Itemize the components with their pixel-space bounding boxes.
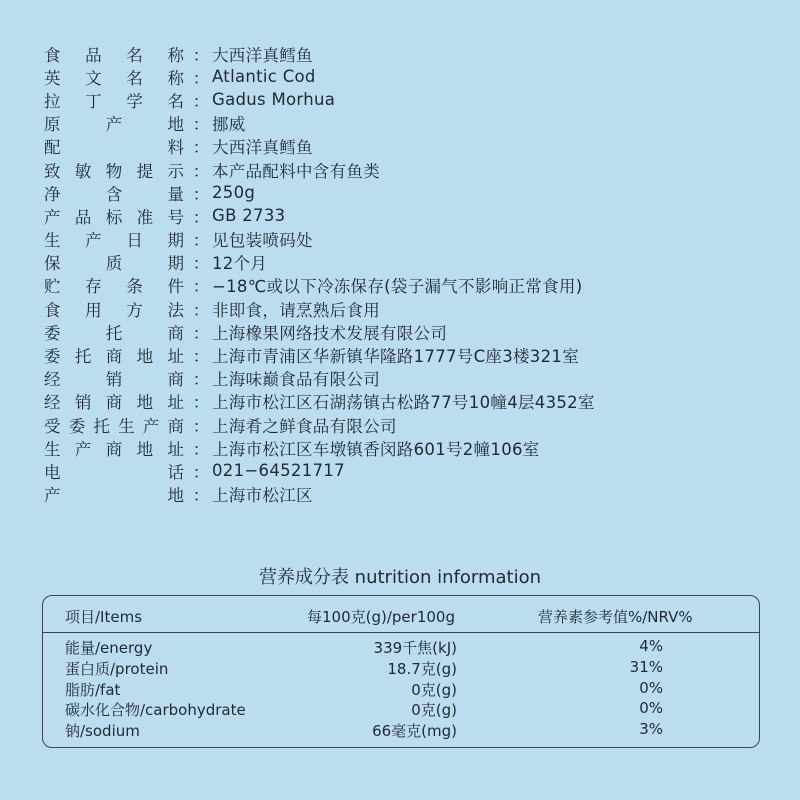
- info-label: 产 品 标 准 号: [44, 207, 184, 227]
- info-label: 食 用 方 法: [44, 300, 184, 320]
- info-label: 配 料: [44, 138, 184, 158]
- info-row: [44, 459, 595, 482]
- info-colon: ：: [192, 115, 210, 135]
- info-row: [44, 228, 595, 251]
- info-colon: ：: [192, 439, 210, 459]
- info-row: [44, 413, 595, 436]
- info-row: [44, 65, 595, 88]
- info-value: Atlantic Cod: [212, 67, 316, 87]
- info-value: 本产品配料中含有鱼类: [212, 161, 380, 181]
- info-colon: ：: [192, 254, 210, 274]
- info-row: [44, 320, 595, 343]
- info-row: [44, 367, 595, 390]
- info-colon: ：: [192, 68, 210, 88]
- header-nrv: 营养素参考值%/NRV%: [538, 608, 693, 626]
- nutrition-rows: [43, 637, 759, 741]
- nutrition-title: 营养成分表 nutrition information: [258, 567, 542, 588]
- info-row: [44, 204, 595, 227]
- nutrition-row: [43, 699, 759, 720]
- info-row: [44, 343, 595, 366]
- header-divider: [43, 632, 759, 633]
- info-colon: ：: [192, 184, 210, 204]
- info-row: [44, 42, 595, 65]
- info-colon: ：: [192, 45, 210, 65]
- info-row: [44, 112, 595, 135]
- nutrition-per100g: 66毫克(mg): [372, 722, 457, 741]
- info-colon: ：: [192, 231, 210, 251]
- info-colon: ：: [192, 138, 210, 158]
- info-value: Gadus Morhua: [212, 90, 336, 110]
- info-label: 英 文 名 称: [44, 68, 184, 88]
- info-value: 上海橡果网络技术发展有限公司: [212, 323, 448, 343]
- info-value: GB 2733: [212, 206, 286, 226]
- info-label: 贮 存 条 件: [44, 277, 184, 297]
- nutrition-nrv: 4%: [639, 637, 663, 655]
- nutrition-row: [43, 720, 759, 741]
- info-colon: ：: [192, 462, 210, 482]
- info-row: [44, 251, 595, 274]
- nutrition-row: [43, 637, 759, 658]
- info-label: 委 托 商: [44, 323, 184, 343]
- info-label: 致 敏 物 提 示: [44, 161, 184, 181]
- info-value: 大西洋真鳕鱼: [212, 138, 313, 158]
- nutrition-nrv: 0%: [639, 699, 663, 718]
- info-row: [44, 436, 595, 459]
- nutrition-nrv: 31%: [629, 657, 663, 676]
- info-label: 经 销 商 地 址: [44, 393, 184, 413]
- nutrition-per100g: 18.7克(g): [387, 659, 457, 678]
- info-value: 上海肴之鲜食品有限公司: [212, 416, 397, 436]
- info-colon: ：: [192, 347, 210, 367]
- nutrition-nrv: 0%: [639, 678, 663, 697]
- info-row: [44, 135, 595, 158]
- info-value: 上海味巅食品有限公司: [212, 370, 380, 390]
- info-colon: ：: [192, 393, 210, 413]
- info-value: 021−64521717: [212, 461, 345, 481]
- info-label: 生 产 商 地 址: [44, 439, 184, 459]
- info-label: 电 话: [44, 462, 184, 482]
- nutrition-item: 碳水化合物/carbohydrate: [65, 701, 246, 720]
- info-value: 上海市松江区: [212, 486, 313, 506]
- header-items: 项目/Items: [65, 608, 143, 626]
- nutrition-per100g: 339千焦(kJ): [373, 639, 457, 657]
- info-value: −18℃或以下冷冻保存(袋子漏气不影响正常食用): [212, 277, 583, 297]
- info-row: [44, 274, 595, 297]
- info-label: 产 地: [44, 486, 184, 506]
- info-label: 净 含 量: [44, 184, 184, 204]
- info-row: [44, 88, 595, 111]
- info-value: 上海市松江区车墩镇香闵路601号2幢106室: [212, 439, 540, 459]
- info-colon: ：: [192, 277, 210, 297]
- info-value: 上海市青浦区华新镇华隆路1777号C座3楼321室: [212, 347, 580, 367]
- info-colon: ：: [192, 91, 210, 111]
- nutrition-nrv: 3%: [639, 720, 663, 739]
- info-value: 非即食，请烹熟后食用: [212, 300, 380, 320]
- info-value: 12个月: [212, 254, 268, 274]
- info-row: [44, 158, 595, 181]
- nutrition-item: 蛋白质/protein: [65, 659, 169, 678]
- info-value: 上海市松江区石湖荡镇古松路77号10幢4层4352室: [212, 393, 595, 413]
- nutrition-item: 能量/energy: [65, 639, 153, 657]
- info-label: 委 托 商 地 址: [44, 347, 184, 367]
- info-label: 食 品 名 称: [44, 45, 184, 65]
- nutrition-per100g: 0克(g): [411, 701, 457, 720]
- nutrition-table: [42, 595, 760, 748]
- info-value: 大西洋真鳕鱼: [212, 45, 313, 65]
- info-colon: ：: [192, 323, 210, 343]
- nutrition-item: 钠/sodium: [65, 722, 140, 741]
- info-row: [44, 297, 595, 320]
- info-label: 原 产 地: [44, 115, 184, 135]
- nutrition-per100g: 0克(g): [411, 680, 457, 699]
- info-colon: ：: [192, 207, 210, 227]
- info-colon: ：: [192, 300, 210, 320]
- nutrition-row: [43, 679, 759, 700]
- info-value: 250g: [212, 183, 256, 203]
- product-info-list: [44, 42, 595, 506]
- info-colon: ：: [192, 370, 210, 390]
- info-label: 生 产 日 期: [44, 231, 184, 251]
- info-label: 拉 丁 学 名: [44, 91, 184, 111]
- info-colon: ：: [192, 161, 210, 181]
- info-value: 挪威: [212, 115, 246, 135]
- header-per100g: 每100克(g)/per100g: [307, 608, 455, 626]
- info-label: 受 委 托 生 产 商: [44, 416, 184, 436]
- info-colon: ：: [192, 416, 210, 436]
- info-value: 见包装喷码处: [212, 231, 313, 251]
- info-row: [44, 181, 595, 204]
- info-row: [44, 390, 595, 413]
- nutrition-header-row: [43, 596, 759, 634]
- nutrition-item: 脂肪/fat: [65, 680, 121, 699]
- info-label: 保 质 期: [44, 254, 184, 274]
- info-colon: ：: [192, 486, 210, 506]
- nutrition-row: [43, 658, 759, 679]
- info-row: [44, 483, 595, 506]
- info-label: 经 销 商: [44, 370, 184, 390]
